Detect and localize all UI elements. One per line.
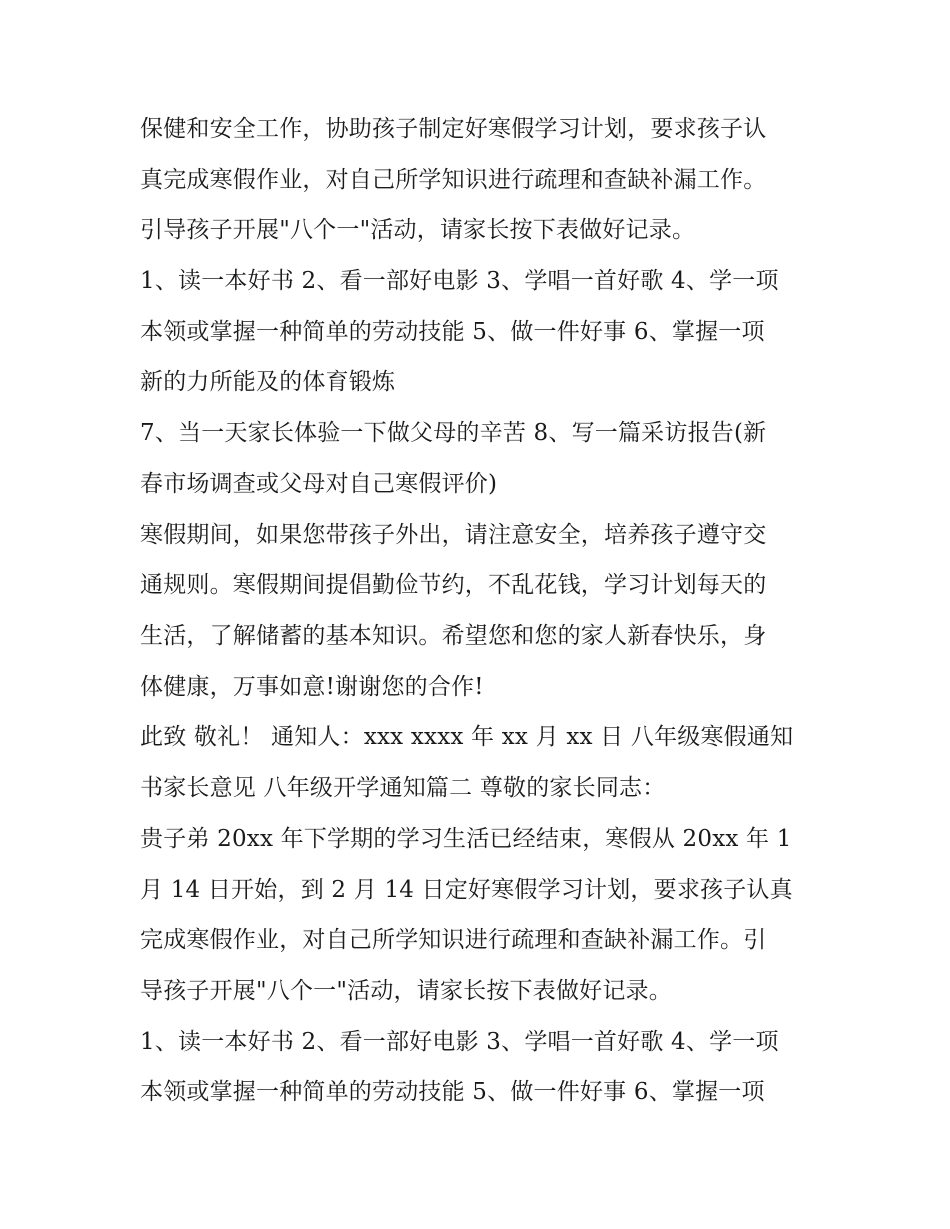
text-line: 通规则。寒假期间提倡勤俭节约，不乱花钱，学习计划每天的 <box>140 572 767 598</box>
text-line: 贵子弟 20xx 年下学期的学习生活已经结束，寒假从 20xx 年 1 <box>140 826 792 852</box>
text-line: 月 14 日开始，到 2 月 14 日定好寒假学习计划，要求孩子认真 <box>140 877 793 903</box>
text-line: 本领或掌握一种简单的劳动技能 5、做一件好事 6、掌握一项 <box>140 1079 765 1105</box>
text-line: 新的力所能及的体育锻炼 <box>140 369 396 395</box>
text-line: 真完成寒假作业，对自己所学知识进行疏理和查缺补漏工作。 <box>140 167 767 193</box>
text-line: 此致 敬礼！ 通知人：xxx xxxx 年 xx 月 xx 日 八年级寒假通知 <box>140 724 794 750</box>
text-line: 春市场调查或父母对自己寒假评价) <box>140 471 498 497</box>
text-line: 完成寒假作业，对自己所学知识进行疏理和查缺补漏工作。引 <box>140 927 767 953</box>
text-line: 书家长意见 八年级开学通知篇二 尊敬的家长同志： <box>140 775 666 801</box>
text-line: 寒假期间，如果您带孩子外出，请注意安全，培养孩子遵守交 <box>140 522 767 548</box>
text-line: 本领或掌握一种简单的劳动技能 5、做一件好事 6、掌握一项 <box>140 319 765 345</box>
text-line: 生活，了解储蓄的基本知识。希望您和您的家人新春快乐，身 <box>140 623 767 649</box>
text-line: 1、读一本好书 2、看一部好电影 3、学唱一首好歌 4、学一项 <box>140 1029 779 1055</box>
text-line: 保健和安全工作，协助孩子制定好寒假学习计划，要求孩子认 <box>140 116 767 142</box>
text-line: 导孩子开展"八个一"活动，请家长按下表做好记录。 <box>140 978 672 1004</box>
text-line: 1、读一本好书 2、看一部好电影 3、学唱一首好歌 4、学一项 <box>140 268 779 294</box>
text-line: 引导孩子开展"八个一"活动，请家长按下表做好记录。 <box>140 217 696 243</box>
text-line: 体健康，万事如意!谢谢您的合作! <box>140 674 484 700</box>
text-line: 7、当一天家长体验一下做父母的辛苦 8、写一篇采访报告(新 <box>140 420 767 446</box>
